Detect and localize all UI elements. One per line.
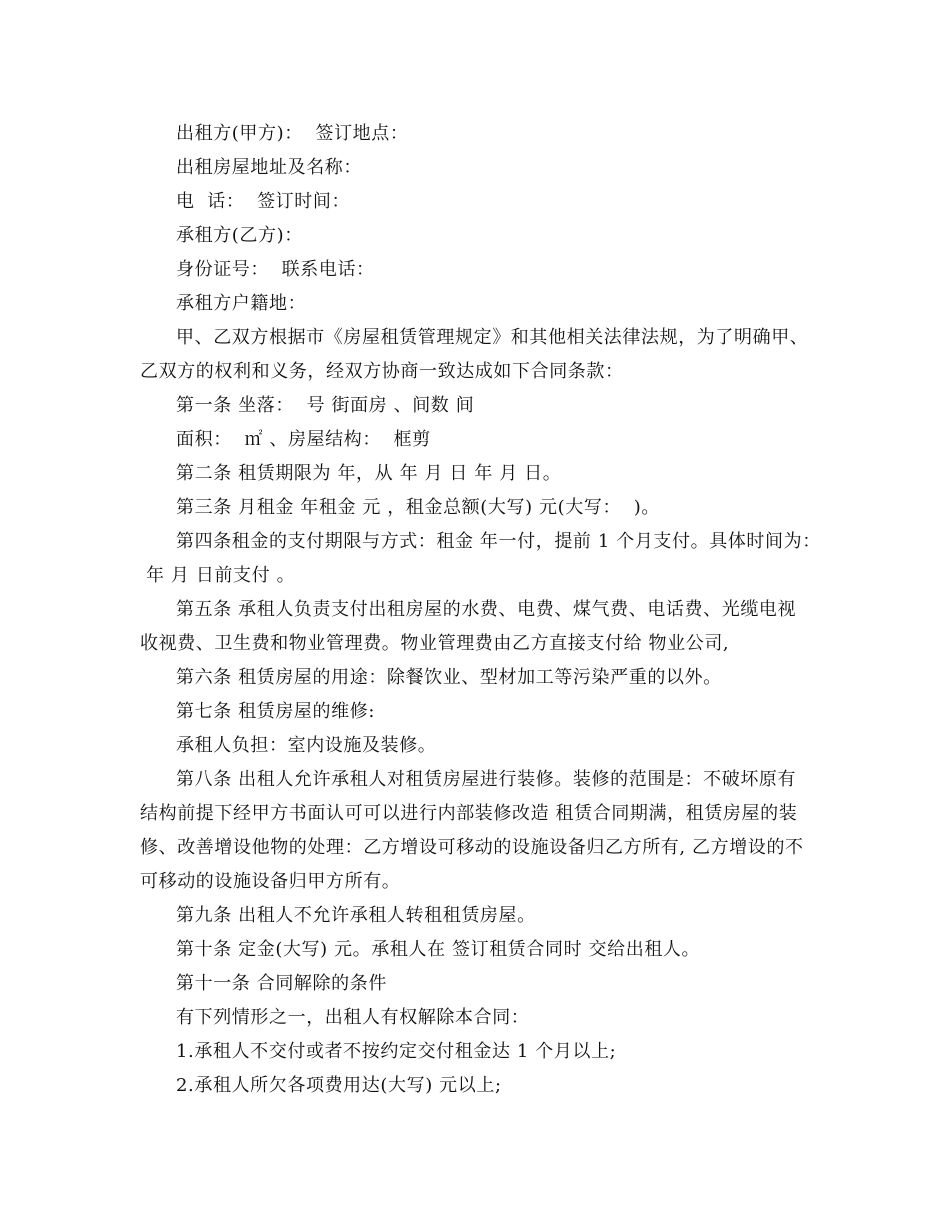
article-1-location: 第一条 坐落： 号 街面房 、间数 间 (176, 395, 475, 416)
article-7-maintenance: 第七条 租赁房屋的维修: (176, 701, 375, 722)
article-9-sublease: 第九条 出租人不允许承租人转租租赁房屋。 (176, 905, 536, 926)
article-5-fees-line-2: 收视费、卫生费和物业管理费。物业管理费由乙方直接支付给 物业公司, (140, 633, 730, 654)
termination-intro: 有下列情形之一，出租人有权解除本合同： (176, 1007, 530, 1028)
preamble-line-2: 乙双方的权利和义务，经双方协商一致达成如下合同条款： (140, 361, 624, 382)
domicile-line: 承租方户籍地： (176, 293, 307, 314)
article-1-area: 面积： ㎡ 、房屋结构： 框剪 (176, 429, 431, 450)
termination-item-1: 1.承租人不交付或者不按约定交付租金达 1 个月以上; (176, 1041, 617, 1062)
article-2-term: 第二条 租赁期限为 年，从 年 月 日 年 月 日。 (176, 463, 562, 484)
article-10-deposit: 第十条 定金(大写) 元。承租人在 签订租赁合同时 交给出租人。 (176, 939, 701, 960)
lessor-line: 出租方(甲方)： 签订地点： (176, 123, 409, 144)
article-8-renovation-line-1: 第八条 出租人允许承租人对租赁房屋进行装修。装修的范围是：不破坏原有 (176, 769, 797, 790)
id-number-line: 身份证号： 联系电话： (176, 259, 375, 280)
article-8-renovation-line-2: 结构前提下经甲方书面认可可以进行内部装修改造 租赁合同期满，租赁房屋的装 (140, 803, 798, 824)
article-6-usage: 第六条 租赁房屋的用途：除餐饮业、型材加工等污染严重的以外。 (176, 667, 722, 688)
property-address-line: 出租房屋地址及名称： (176, 157, 362, 178)
article-4-payment-line-2: 年 月 日前支付 。 (146, 565, 296, 586)
article-3-rent: 第三条 月租金 年租金 元 ，租金总额(大写) 元(大写： )。 (176, 497, 660, 518)
article-11-termination: 第十一条 合同解除的条件 (176, 973, 387, 994)
article-7-lessee-burden: 承租人负担：室内设施及装修。 (176, 735, 437, 756)
article-8-renovation-line-4: 可移动的设施设备归甲方所有。 (140, 871, 401, 892)
article-8-renovation-line-3: 修、改善增设他物的处理：乙方增设可移动的设施设备归乙方所有, 乙方增设的不 (140, 837, 804, 858)
lessee-line: 承租方(乙方)： (176, 225, 303, 246)
article-5-fees-line-1: 第五条 承租人负责支付出租房屋的水费、电费、煤气费、电话费、光缆电视 (176, 599, 797, 620)
contract-body (140, 117, 820, 1103)
termination-item-2: 2.承租人所欠各项费用达(大写) 元以上; (176, 1075, 502, 1096)
article-4-payment-line-1: 第四条租金的支付期限与方式：租金 年一付，提前 1 个月支付。具体时间为： (176, 531, 821, 552)
preamble-line-1: 甲、乙双方根据市《房屋租赁管理规定》和其他相关法律法规，为了明确甲、 (176, 327, 809, 348)
phone-line: 电 话： 签订时间： (176, 191, 351, 212)
